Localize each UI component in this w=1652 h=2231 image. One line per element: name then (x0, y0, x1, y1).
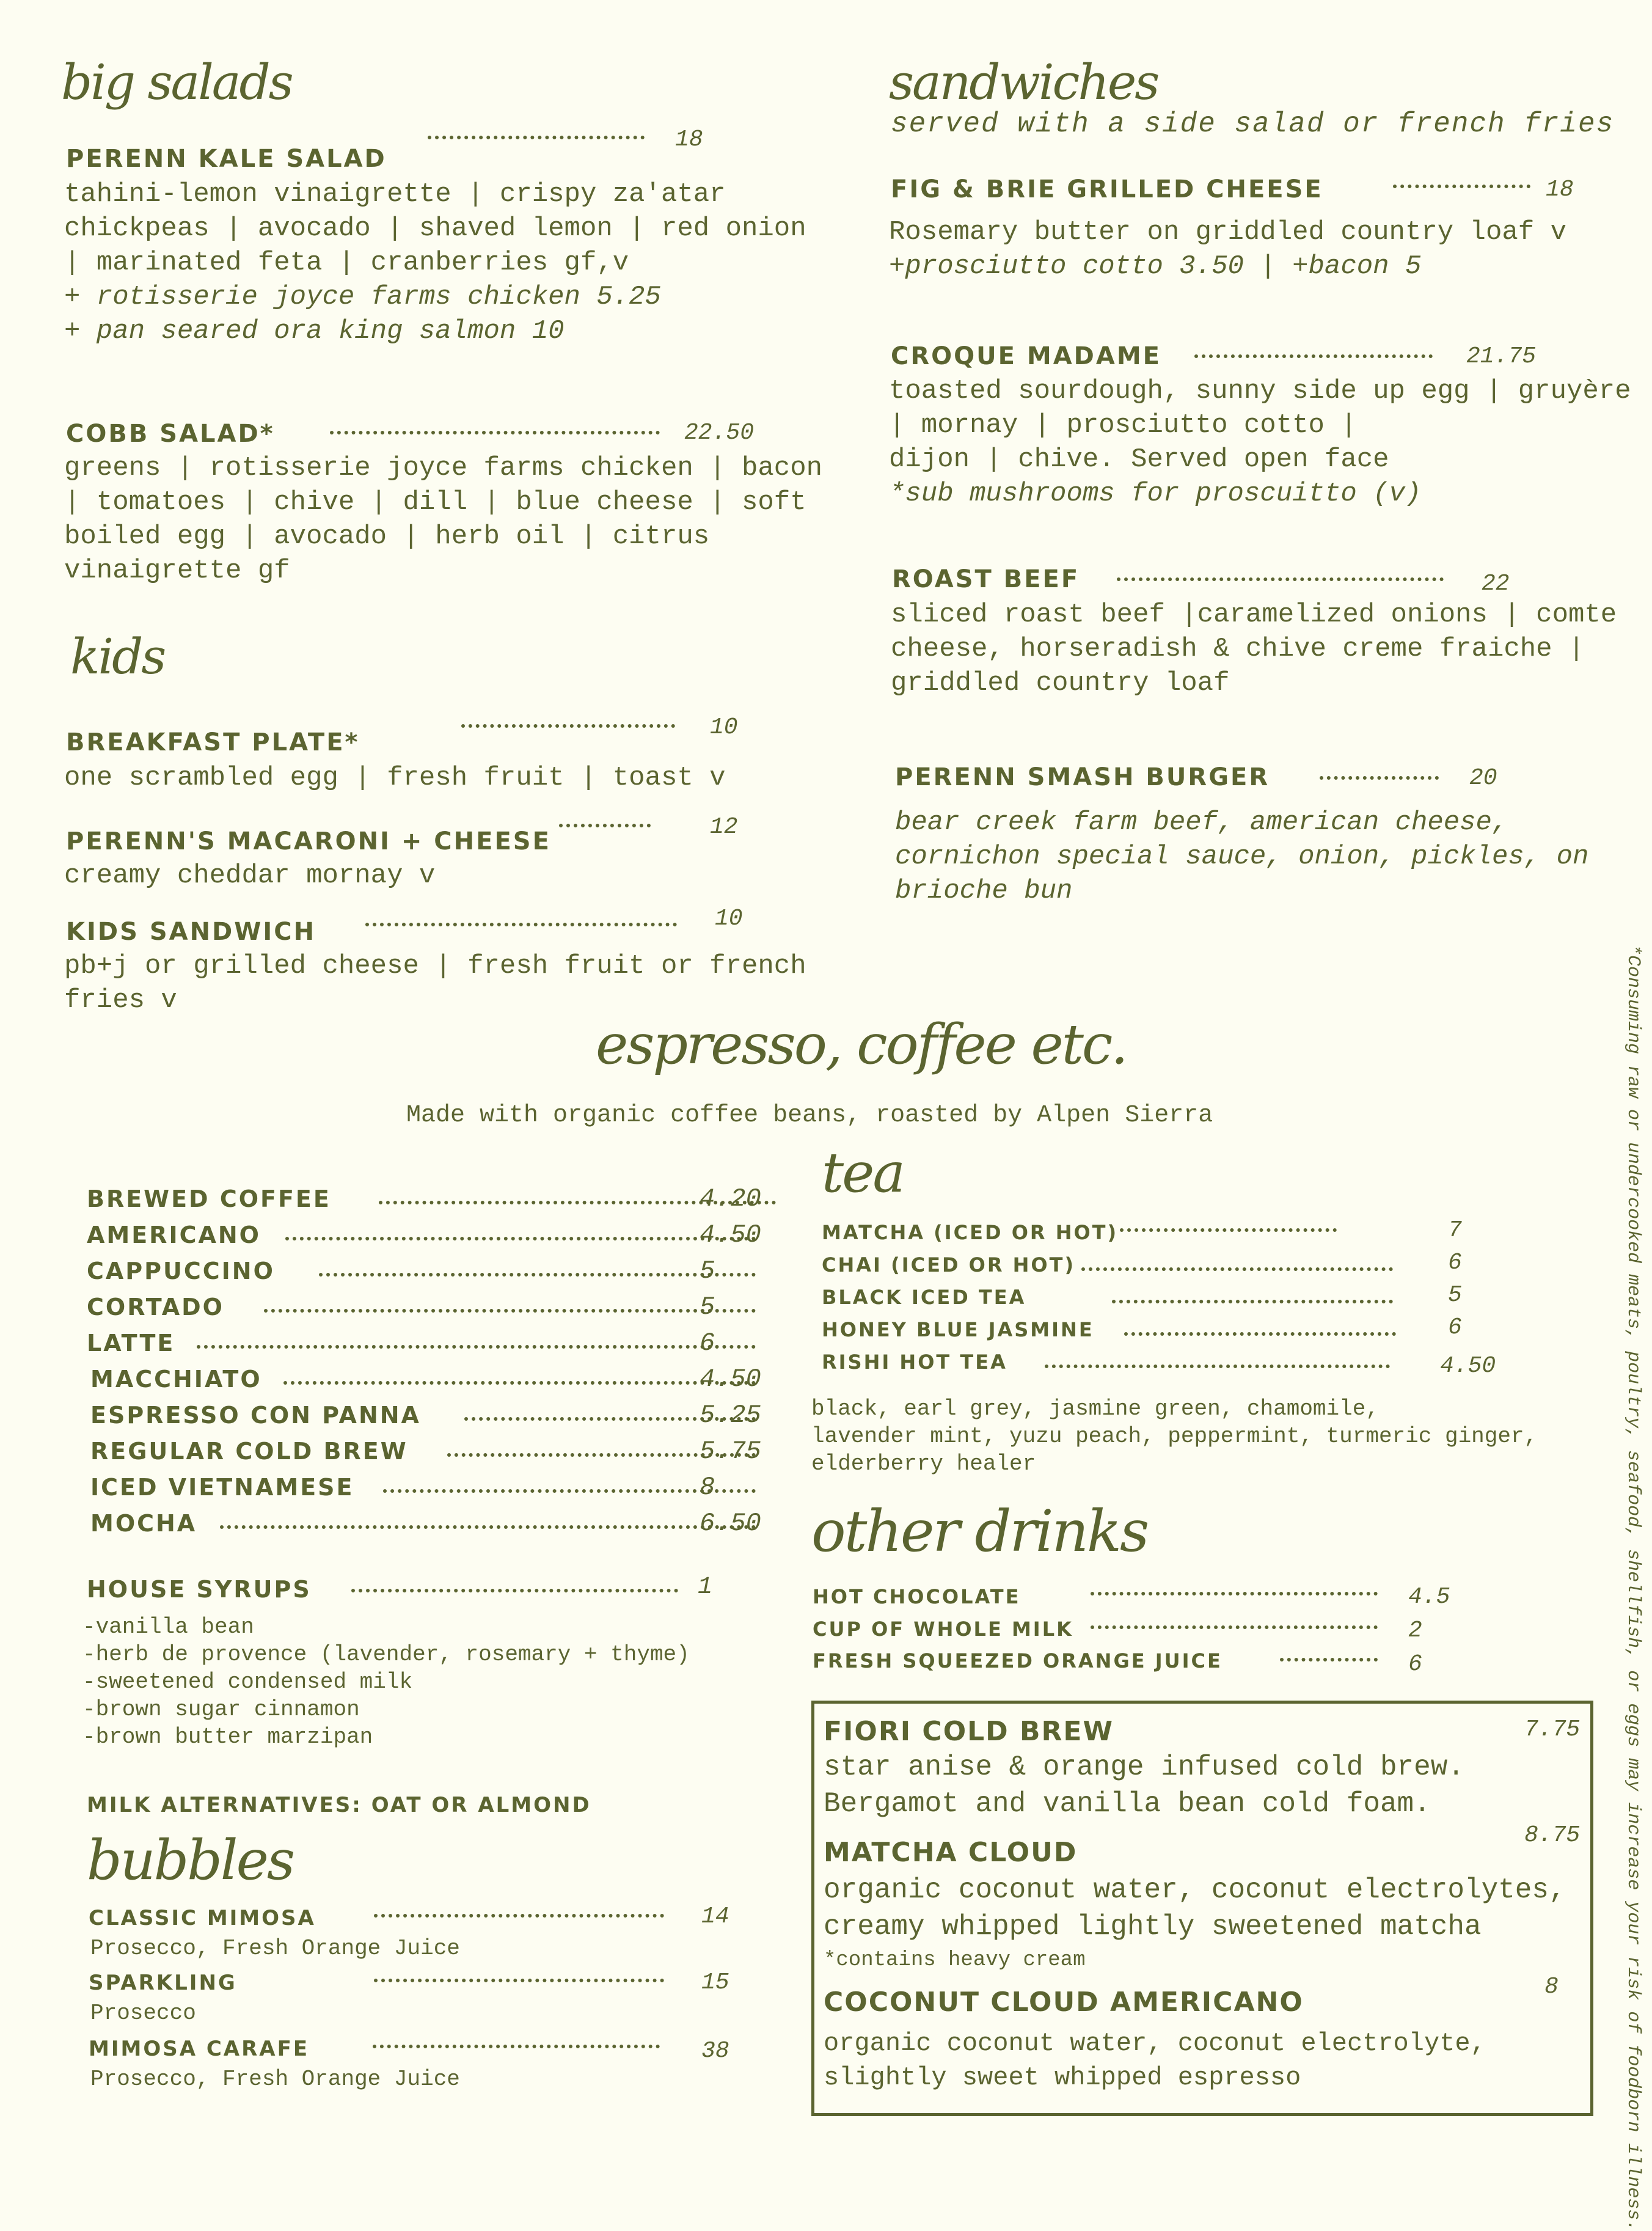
hot-chocolate-name: HOT CHOCOLATE (813, 1585, 1021, 1608)
house-syrups-name: HOUSE SYRUPS (87, 1576, 312, 1603)
classic-mimosa-name: CLASSIC MIMOSA (89, 1906, 316, 1930)
kids-sandwich-leader (365, 923, 677, 926)
tea-item-name: CHAI (ICED OR HOT) (822, 1253, 1076, 1277)
coffee-item-price: 8 (700, 1473, 715, 1502)
cobb-salad-leader (330, 431, 660, 434)
sparkling-name: SPARKLING (89, 1971, 237, 1995)
tea-item-name: HONEY BLUE JASMINE (822, 1318, 1094, 1341)
coffee-item-name: REGULAR COLD BREW (90, 1438, 408, 1465)
tea-item-name: RISHI HOT TEA (822, 1350, 1007, 1374)
mimosa-carafe-price: 38 (701, 2038, 729, 2064)
tea-item-name: MATCHA (ICED OR HOT) (822, 1221, 1119, 1244)
coffee-row (87, 1507, 765, 1543)
kids-heading: kids (70, 628, 165, 685)
cobb-salad-description: greens | rotisserie joyce farms chicken | bacon | tomatoes | chive | dill | blue cheese | soft boiled egg | avocado | herb oil | citrus vinaigrette gf (64, 453, 823, 586)
tea-item-price: 4.50 (1440, 1353, 1496, 1379)
tea-leader (1124, 1332, 1396, 1336)
tea-list (822, 1219, 1500, 1381)
fiori-cold-brew-name: FIORI COLD BREW (824, 1716, 1114, 1747)
coffee-leader (264, 1309, 756, 1313)
breakfast-plate-name: BREAKFAST PLATE* (66, 728, 360, 756)
coffee-row (87, 1327, 765, 1363)
breakfast-plate-description: one scrambled egg | fresh fruit | toast v (64, 763, 726, 793)
coconut-cloud-description: organic coconut water, coconut electrolyte, slightly sweet whipped espresso (824, 2029, 1486, 2092)
fig-brie-name: FIG & BRIE GRILLED CHEESE (891, 175, 1323, 203)
milk-alternatives: MILK ALTERNATIVES: OAT OR ALMOND (87, 1793, 591, 1817)
coffee-item-name: AMERICANO (87, 1222, 261, 1248)
matcha-cloud-name: MATCHA CLOUD (824, 1837, 1078, 1868)
hot-chocolate-leader (1091, 1592, 1378, 1595)
tea-row (822, 1251, 1500, 1284)
orange-juice-price: 6 (1408, 1651, 1422, 1677)
tea-heading: tea (822, 1141, 904, 1205)
kids-sandwich-description: pb+j or grilled cheese | fresh fruit or french fries v (64, 951, 806, 1016)
coffee-leader (197, 1345, 756, 1349)
tea-item-price: 5 (1448, 1282, 1462, 1308)
mimosa-carafe-leader (373, 2045, 660, 2048)
roast-beef-leader (1117, 577, 1444, 581)
sandwiches-subheading: served with a side salad or french fries (891, 108, 1615, 140)
coffee-item-name: MOCHA (90, 1510, 197, 1537)
tea-row (822, 1284, 1500, 1316)
coffee-row (87, 1291, 765, 1327)
breakfast-plate-price: 10 (710, 714, 738, 741)
coffee-item-name: LATTE (87, 1330, 175, 1357)
smash-burger-price: 20 (1469, 765, 1497, 791)
coffee-row (87, 1255, 765, 1291)
coffee-item-price: 4.20 (700, 1184, 761, 1214)
coffee-item-name: ESPRESSO CON PANNA (90, 1402, 421, 1429)
roast-beef-price: 22 (1482, 571, 1510, 597)
roast-beef-name: ROAST BEEF (892, 565, 1080, 593)
coffee-item-name: BREWED COFFEE (87, 1185, 331, 1212)
coffee-item-price: 5 (700, 1256, 715, 1286)
orange-juice-name: FRESH SQUEEZED ORANGE JUICE (813, 1649, 1223, 1672)
sparkling-description: Prosecco (90, 2001, 196, 2026)
cobb-salad-price: 22.50 (684, 420, 755, 446)
coconut-cloud-price: 8 (1544, 1974, 1559, 2000)
coffee-leader (319, 1273, 756, 1277)
coffee-row (87, 1399, 765, 1435)
coffee-item-name: CAPPUCCINO (87, 1258, 275, 1284)
fig-brie-leader (1393, 185, 1530, 188)
kale-salad-leader (428, 136, 645, 139)
mac-cheese-price: 12 (710, 814, 738, 840)
tea-item-price: 7 (1448, 1217, 1462, 1244)
whole-milk-name: CUP OF WHOLE MILK (813, 1617, 1073, 1641)
smash-burger-leader (1320, 776, 1439, 780)
tea-leader (1081, 1267, 1393, 1271)
mimosa-carafe-name: MIMOSA CARAFE (89, 2037, 310, 2061)
breakfast-plate-leader (461, 724, 675, 728)
kids-sandwich-name: KIDS SANDWICH (66, 918, 316, 946)
tea-item-price: 6 (1448, 1314, 1462, 1341)
house-syrups-leader (351, 1589, 678, 1592)
coffee-item-price: 4.50 (700, 1220, 761, 1250)
coffee-leader (285, 1237, 756, 1240)
matcha-cloud-price: 8.75 (1524, 1822, 1581, 1848)
house-syrups-price: 1 (698, 1573, 713, 1601)
smash-burger-description: bear creek farm beef, american cheese, cornichon special sauce, onion, pickles, on brioche bun (895, 807, 1589, 906)
croque-madame-price: 21.75 (1466, 343, 1537, 370)
sparkling-price: 15 (701, 1969, 729, 1996)
coffee-row (87, 1363, 765, 1399)
coffee-row (87, 1435, 765, 1471)
smash-burger-name: PERENN SMASH BURGER (895, 763, 1270, 791)
croque-madame-name: CROQUE MADAME (891, 342, 1161, 370)
matcha-cloud-description: organic coconut water, coconut electrolytes, creamy whipped lightly sweetened matcha (824, 1874, 1566, 1943)
whole-milk-price: 2 (1408, 1617, 1422, 1644)
tea-leader (1045, 1365, 1390, 1368)
tea-item-name: BLACK ICED TEA (822, 1286, 1026, 1309)
coffee-row (87, 1218, 765, 1255)
coffee-subheading: Made with organic coffee beans, roasted by Alpen Sierra (406, 1102, 1213, 1129)
fig-brie-price: 18 (1546, 177, 1574, 203)
classic-mimosa-leader (374, 1914, 664, 1918)
classic-mimosa-description: Prosecco, Fresh Orange Juice (90, 1936, 460, 1961)
coffee-item-name: MACCHIATO (90, 1366, 262, 1393)
fiori-cold-brew-price: 7.75 (1524, 1716, 1581, 1743)
foodborne-illness-warning: *Consuming raw or undercooked meats, poultry, seafood, shellfish, or eggs may increase your risk of foodborn illness. (1623, 944, 1643, 2231)
kids-sandwich-price: 10 (715, 906, 743, 932)
roast-beef-description: sliced roast beef |caramelized onions | comte cheese, horseradish & chive creme fraiche | griddled country loaf (891, 599, 1617, 698)
cobb-salad-name: COBB SALAD* (66, 420, 275, 448)
house-syrups-list: -vanilla bean -herb de provence (lavender, rosemary + thyme) -sweetened condensed milk -brown sugar cinnamon -brown butter marzipan (82, 1614, 690, 1749)
big-salads-heading: big salads (61, 54, 292, 111)
coffee-item-price: 5.75 (700, 1437, 761, 1466)
mac-cheese-name: PERENN'S MACARONI + CHEESE (66, 827, 551, 855)
fig-brie-description: Rosemary butter on griddled country loaf v +prosciutto cotto 3.50 | +bacon 5 (889, 217, 1566, 282)
sandwiches-heading: sandwiches (889, 54, 1158, 111)
coffee-row (87, 1471, 765, 1507)
kale-salad-description: tahini-lemon vinaigrette | crispy za'atar chickpeas | avocado | shaved lemon | red onion | marinated feta | cranberries gf,v + rotisserie joyce farms chicken 5.25 + pan seared ora king salmon 10 (64, 179, 806, 346)
coffee-item-name: ICED VIETNAMESE (90, 1474, 354, 1501)
coffee-item-price: 5.25 (700, 1401, 761, 1430)
tea-item-price: 6 (1448, 1250, 1462, 1276)
whole-milk-leader (1091, 1625, 1378, 1629)
fiori-cold-brew-description: star anise & orange infused cold brew. Bergamot and vanilla bean cold foam. (824, 1751, 1464, 1820)
kale-salad-name: PERENN KALE SALAD (66, 145, 387, 173)
tea-row (822, 1316, 1500, 1349)
coffee-leader (283, 1381, 756, 1385)
coconut-cloud-name: COCONUT CLOUD AMERICANO (824, 1987, 1304, 2018)
classic-mimosa-price: 14 (701, 1903, 729, 1930)
tea-leader (1112, 1300, 1393, 1303)
hot-chocolate-price: 4.5 (1408, 1584, 1450, 1610)
other-drinks-heading: other drinks (811, 1498, 1148, 1565)
tea-varieties: black, earl grey, jasmine green, chamomile, lavender mint, yuzu peach, peppermint, turmeric ginger, elderberry healer (811, 1396, 1538, 1476)
mac-cheese-description: creamy cheddar mornay v (64, 860, 436, 891)
orange-juice-leader (1280, 1658, 1378, 1661)
coffee-item-price: 6 (700, 1328, 715, 1358)
kale-salad-price: 18 (675, 126, 703, 153)
coffee-item-price: 4.50 (700, 1365, 761, 1394)
croque-madame-description: toasted sourdough, sunny side up egg | gruyère | mornay | prosciutto cotto | dijon | chive. Served open face *sub mushrooms for proscuitto (v) (889, 376, 1631, 509)
bubbles-heading: bubbles (87, 1828, 294, 1892)
coffee-heading: espresso, coffee etc. (596, 1013, 1127, 1077)
tea-row (822, 1349, 1500, 1381)
coffee-row (87, 1182, 765, 1218)
mimosa-carafe-description: Prosecco, Fresh Orange Juice (90, 2067, 460, 2092)
matcha-cloud-note: *contains heavy cream (824, 1949, 1086, 1972)
sparkling-leader (374, 1979, 664, 1982)
tea-leader (1120, 1228, 1337, 1232)
coffee-list (87, 1182, 765, 1543)
coffee-leader (220, 1525, 756, 1529)
mac-cheese-leader (559, 824, 651, 827)
coffee-item-price: 5 (700, 1292, 715, 1322)
tea-row (822, 1219, 1500, 1251)
croque-madame-leader (1194, 354, 1433, 358)
coffee-item-price: 6.50 (700, 1509, 761, 1538)
coffee-item-name: CORTADO (87, 1294, 224, 1321)
